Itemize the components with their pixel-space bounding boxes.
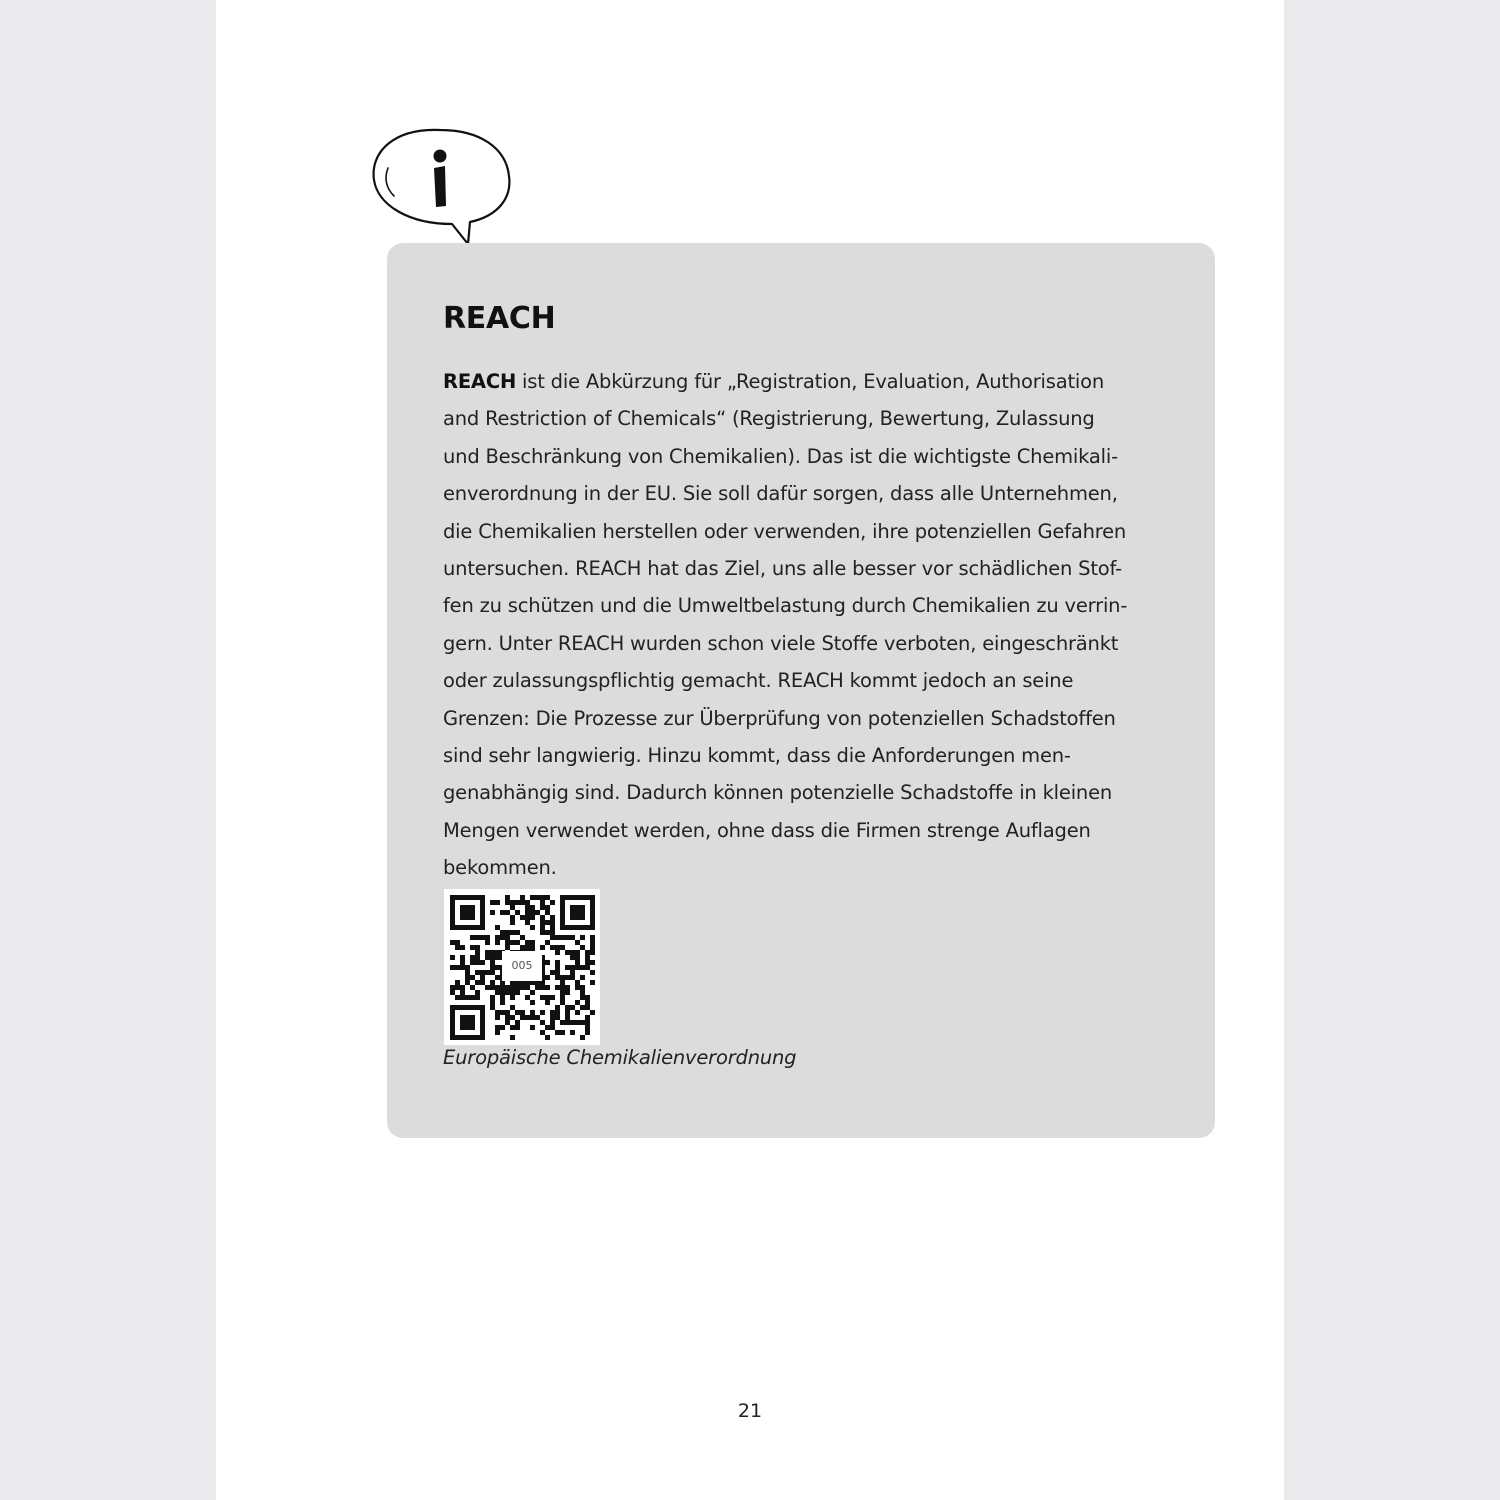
body-line: und Beschränkung von Chemikalien). Das ist die wichtigste Chemikali- (443, 444, 1118, 468)
body-line: Mengen verwendet werden, ohne dass die Firmen strenge Auflagen (443, 818, 1091, 842)
body-line: Grenzen: Die Prozesse zur Überprüfung von potenziellen Schadstoffen (443, 706, 1116, 730)
body-line: genabhängig sind. Dadurch können potenzielle Schadstoffe in kleinen (443, 781, 1113, 805)
box-body (443, 363, 1161, 887)
qr-code-label: 005 (502, 951, 542, 981)
body-line: fen zu schützen und die Umweltbelastung durch Chemikalien zu verrin- (443, 594, 1128, 618)
body-line: sind sehr langwierig. Hinzu kommt, dass die Anforderungen men- (443, 744, 1071, 768)
body-line: oder zulassungspflichtig gemacht. REACH kommt jedoch an seine (443, 669, 1074, 693)
info-box (387, 243, 1215, 1138)
body-line: REACH ist die Abkürzung für „Registration, Evaluation, Authorisation (443, 370, 1105, 393)
info-speech-bubble-icon (366, 126, 514, 248)
body-line: bekommen. (443, 856, 557, 880)
body-line: gern. Unter REACH wurden schon viele Stoffe verboten, eingeschränkt (443, 631, 1119, 655)
page-number: 21 (737, 1400, 763, 1422)
body-line: enverordnung in der EU. Sie soll dafür sorgen, dass alle Unternehmen, (443, 482, 1118, 506)
body-line: die Chemikalien herstellen oder verwenden, ihre potenziellen Gefahren (443, 519, 1127, 543)
document-page (216, 0, 1284, 1500)
body-line: and Restriction of Chemicals“ (Registrierung, Bewertung, Zulassung (443, 407, 1095, 431)
qr-caption: Europäische Chemikalienverordnung (443, 1046, 797, 1069)
body-line: untersuchen. REACH hat das Ziel, uns alle besser vor schädlichen Stof- (443, 557, 1122, 581)
box-title: REACH (443, 301, 556, 336)
qr-code-icon[interactable] (444, 889, 600, 1045)
body-lead-term: REACH (443, 370, 517, 393)
